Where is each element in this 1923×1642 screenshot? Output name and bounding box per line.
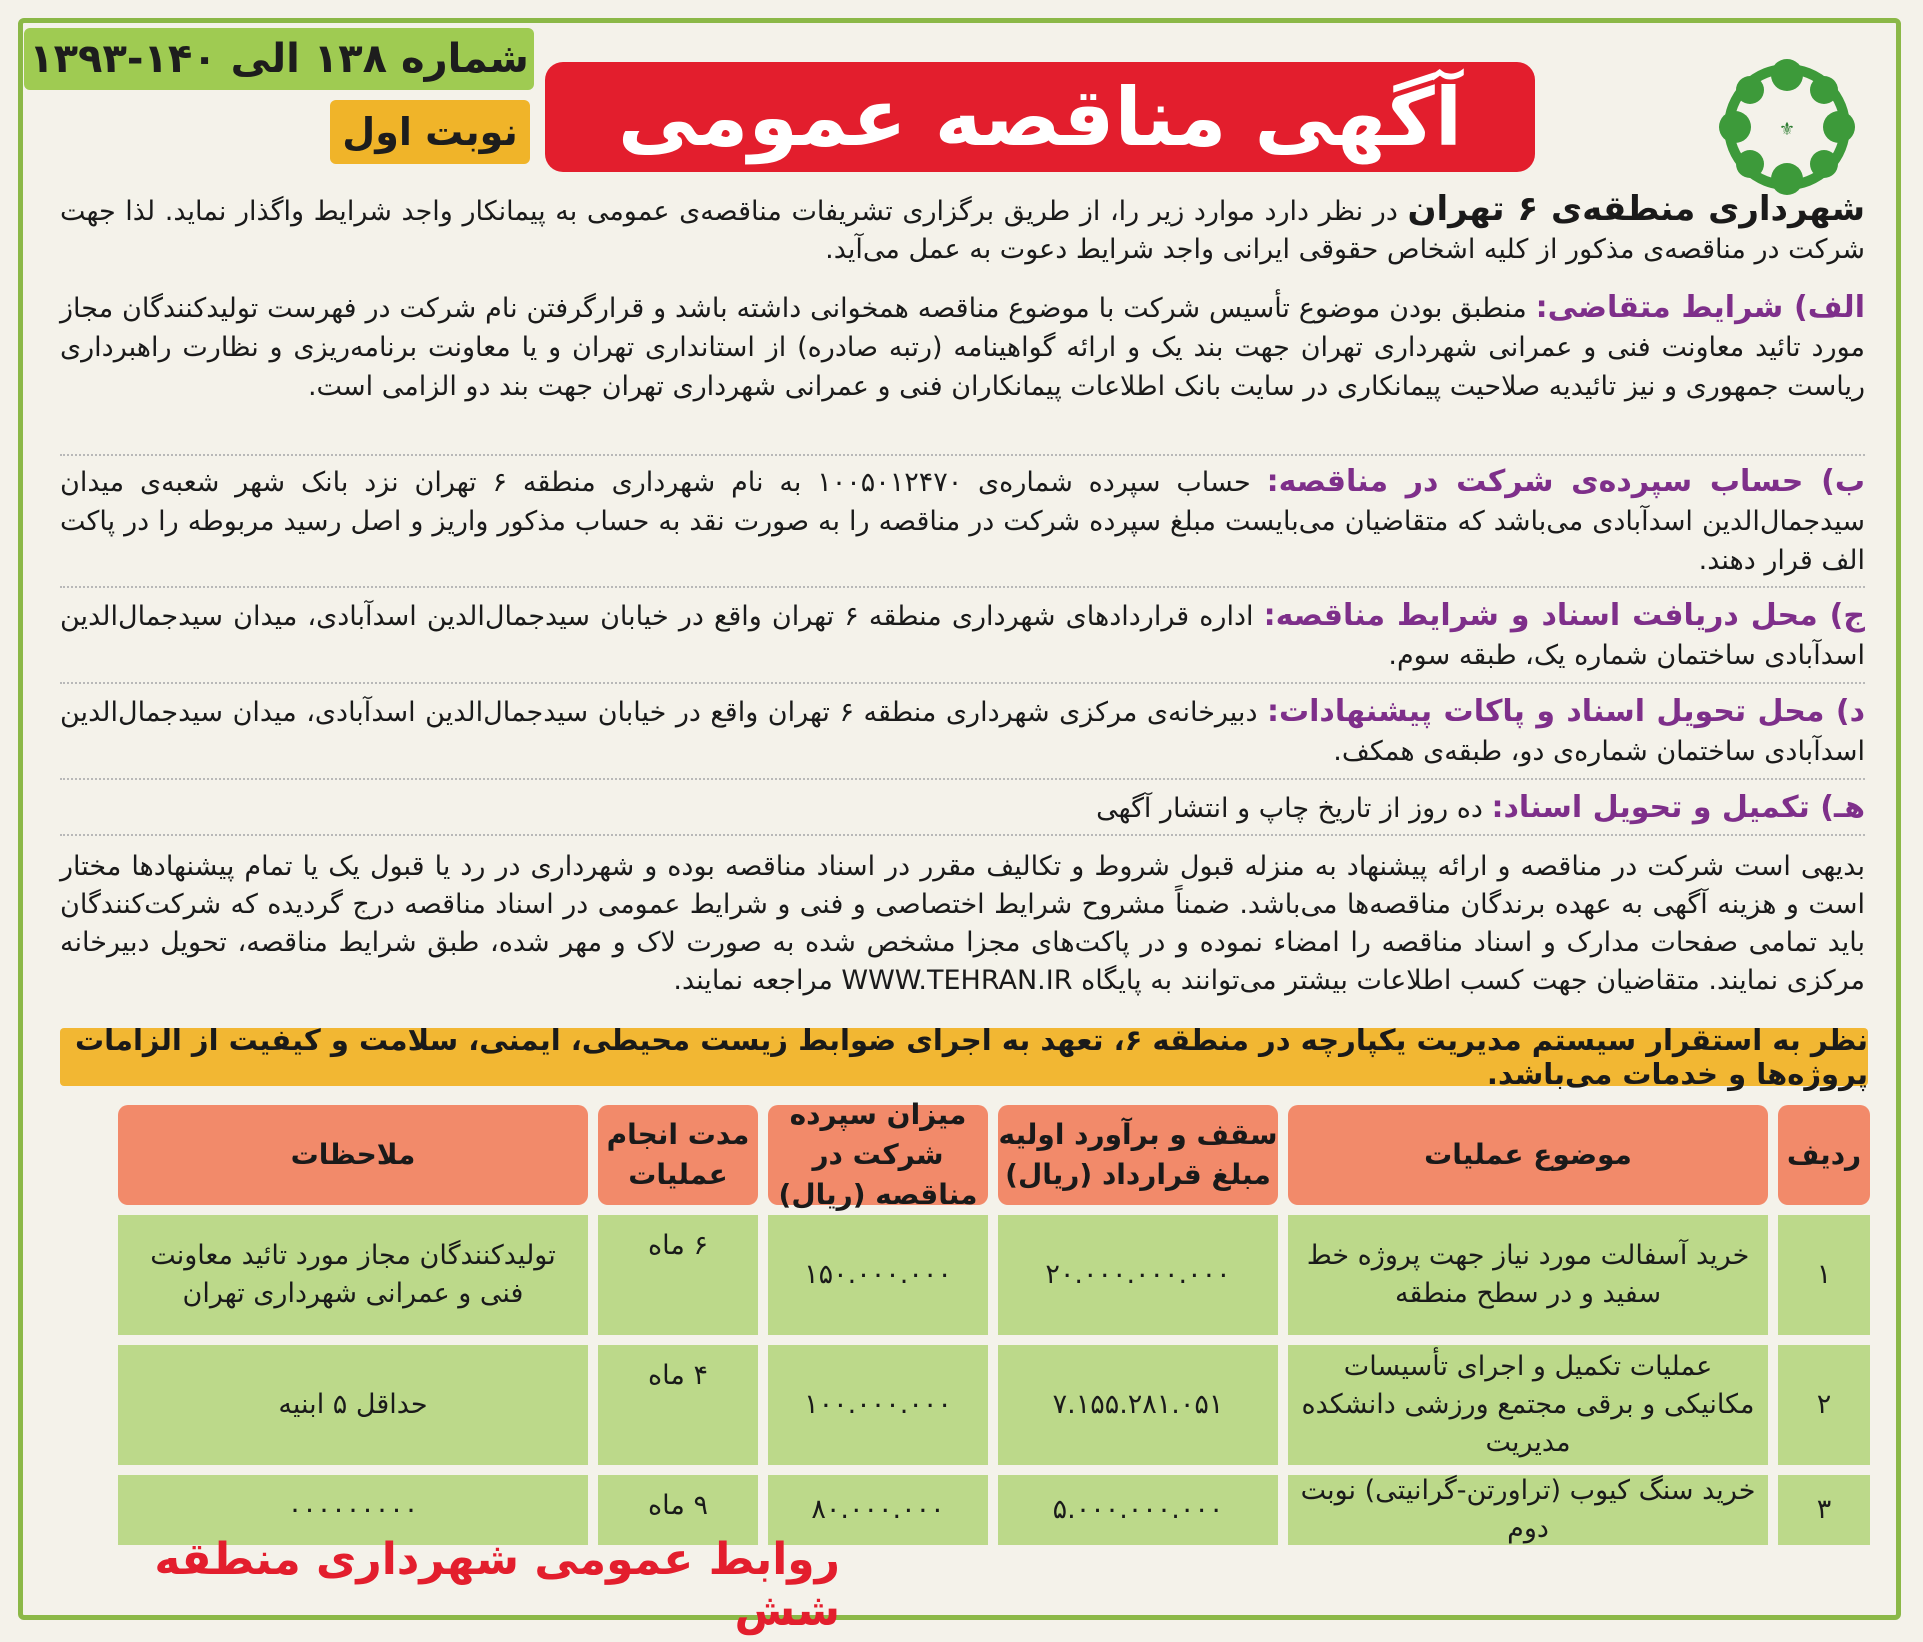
table-row (118, 1215, 1870, 1335)
cell-notes: حداقل ۵ ابنیه (118, 1345, 588, 1465)
header-notes: ملاحظات (118, 1105, 588, 1205)
section-deposit-account (60, 462, 1865, 588)
footer-text: روابط عمومی شهرداری منطقه شش (154, 1534, 840, 1636)
section-a-text: منطبق بودن موضوع تأسیس شرکت با موضوع مناقصه همخوانی داشته باشد و قرارگرفتن نام شرکت در فهرست تولیدکنندگان مجاز مورد تائید معاونت فنی و عمرانی شهرداری تهران جهت بند یک و ارائه گواهینامه (رتبه صادره) از استانداری تهران و یا معاونت برنامه‌ریزی و نظارت راهبرداری ریاست جمهوری و نیز تائیدیه صلاحیت پیمانکاری در سایت بانک اطلاعات پیمانکاران فنی و عمرانی شهرداری تهران جهت بند دو الزامی است. (60, 293, 1865, 402)
section-a-label: الف) شرایط متقاضی: (1535, 290, 1865, 325)
management-system-banner (60, 1023, 1868, 1091)
cell-subject: عملیات تکمیل و اجرای تأسیسات مکانیکی و برقی مجتمع ورزشی دانشکده مدیریت (1288, 1345, 1768, 1465)
section-e-text: ده روز از تاریخ چاپ و انتشار آگهی (1096, 793, 1492, 824)
banner-text: نظر به استقرار سیستم مدیریت یکپارچه در منطقه ۶، تعهد به اجرای ضوابط زیست محیطی، ایمنی، سلامت و کیفیت از الزامات پروژه‌ها و خدمات می‌باشد. (75, 1023, 1868, 1091)
cell-duration: ۹ ماه (598, 1475, 758, 1545)
section-d-text: دبیرخانه‌ی مرکزی شهرداری منطقه ۶ تهران واقع در خیابان سیدجمال‌الدین اسدآبادی، میدان سیدجمال‌الدین اسدآبادی ساختمان شماره‌ی دو، طبقه‌ی همکف. (60, 697, 1865, 767)
section-completion-deadline (60, 788, 1865, 836)
section-b-label: ب) حساب سپرده‌ی شرکت در مناقصه: (1266, 464, 1865, 499)
tehran-municipality-logo-icon (1690, 55, 1885, 200)
table-row (118, 1345, 1870, 1465)
cell-cap: ۲۰.۰۰۰.۰۰۰.۰۰۰ (998, 1215, 1278, 1335)
section-applicant-conditions (60, 288, 1865, 456)
cell-idx: ۳ (1778, 1475, 1870, 1545)
closing-paragraph: بدیهی است شرکت در مناقصه و ارائه پیشنهاد به منزله قبول شروط و تکالیف مقرر در اسناد مناقصه بوده و شهرداری در رد یا قبول یک یا تمام پیشنهادها مختار است و هزینه آگهی به عهده برندگان مناقصه‌ها می‌باشد. ضمناً مشروح شرایط اختصاصی و فنی و شرایط عمومی در اسناد مناقصه درج گردیده که شرکت‌کنندگان باید تمامی صفحات مدارک و اسناد مناقصه را امضاء نموده و در پاکت‌های مجزا مشخص شده به صورت لاک و مهر شده، طبق شرایط مناقصه، تحویل دبیرخانه مرکزی نمایند. متقاضیان جهت کسب اطلاعات بیشتر می‌توانند به پایگاه WWW.TEHRAN.IR مراجعه نمایند. (60, 851, 1865, 996)
cell-cap: ۵.۰۰۰.۰۰۰.۰۰۰ (998, 1475, 1278, 1545)
page-title-text: آگهی مناقصه عمومی (617, 70, 1463, 164)
section-d-label: د) محل تحویل اسناد و پاکات پیشنهادات: (1267, 694, 1865, 729)
header-cap: سقف و برآورد اولیه مبلغ قرارداد (ریال) (998, 1105, 1278, 1205)
section-b-text: حساب سپرده شماره‌ی ۱۰۰۵۰۱۲۴۷۰ به نام شهرداری منطقه ۶ تهران نزد بانک شهر شعبه‌ی میدان سیدجمال‌الدین اسدآبادی می‌باشد که متقاضیان می‌بایست مبلغ سپرده شرکت در مناقصه را به صورت نقد به حساب مذکور واریز و اصل رسید مربوطه را در پاکت الف قرار دهند. (60, 467, 1865, 576)
cell-cap: ۷.۱۵۵.۲۸۱.۰۵۱ (998, 1345, 1278, 1465)
issue-number-badge (24, 28, 534, 90)
section-delivery-location (60, 692, 1865, 780)
cell-idx: ۱ (1778, 1215, 1870, 1335)
cell-deposit: ۸۰.۰۰۰.۰۰۰ (768, 1475, 988, 1545)
cell-notes: ۰۰۰۰۰۰۰۰۰ (118, 1475, 588, 1545)
cell-duration: ۶ ماه (598, 1215, 758, 1335)
cell-notes: تولیدکنندگان مجاز مورد تائید معاونت فنی و عمرانی شهرداری تهران (118, 1215, 588, 1335)
tender-table (118, 1098, 1870, 1550)
header-duration: مدت انجام عملیات (598, 1105, 758, 1205)
cell-duration: ۴ ماه (598, 1345, 758, 1465)
footer-signature (60, 1534, 840, 1636)
intro-lead: شهرداری منطقه‌ی ۶ تهران (1407, 189, 1866, 229)
intro-text: در نظر دارد موارد زیر را، از طریق برگزاری تشریفات مناقصه‌ی عمومی به پیمانکار واجد شرایط واگذار نماید. لذا جهت شرکت در مناقصه‌ی مذکور از کلیه اشخاص حقوقی ایرانی واجد شرایط دعوت به عمل می‌آید. (60, 196, 1865, 265)
cell-deposit: ۱۵۰.۰۰۰.۰۰۰ (768, 1215, 988, 1335)
section-documents-location (60, 596, 1865, 684)
section-c-text: اداره قراردادهای شهرداری منطقه ۶ تهران واقع در خیابان سیدجمال‌الدین اسدآبادی، میدان سیدجمال‌الدین اسدآبادی ساختمان شماره یک، طبقه سوم. (60, 601, 1865, 671)
intro-paragraph (60, 190, 1865, 269)
page-title (545, 62, 1535, 172)
svg-text:⚜: ⚜ (1778, 119, 1796, 140)
turn-text: نوبت اول (342, 110, 518, 154)
header-idx: ردیف (1778, 1105, 1870, 1205)
cell-idx: ۲ (1778, 1345, 1870, 1465)
section-c-label: ج) محل دریافت اسناد و شرایط مناقصه: (1263, 598, 1865, 633)
issue-number-text: شماره ۱۳۸ الی ۱۴۰-۱۳۹۳ (29, 36, 529, 82)
cell-deposit: ۱۰۰.۰۰۰.۰۰۰ (768, 1345, 988, 1465)
cell-subject: خرید سنگ کیوب (تراورتن-گرانیتی) نوبت دوم (1288, 1475, 1768, 1545)
header-deposit: میزان سپرده شرکت در مناقصه (ریال) (768, 1105, 988, 1205)
cell-subject: خرید آسفالت مورد نیاز جهت پروژه خط سفید و در سطح منطقه (1288, 1215, 1768, 1335)
section-e-label: هـ) تکمیل و تحویل اسناد: (1491, 790, 1865, 825)
turn-badge (330, 100, 530, 164)
header-subject: موضوع عملیات (1288, 1105, 1768, 1205)
